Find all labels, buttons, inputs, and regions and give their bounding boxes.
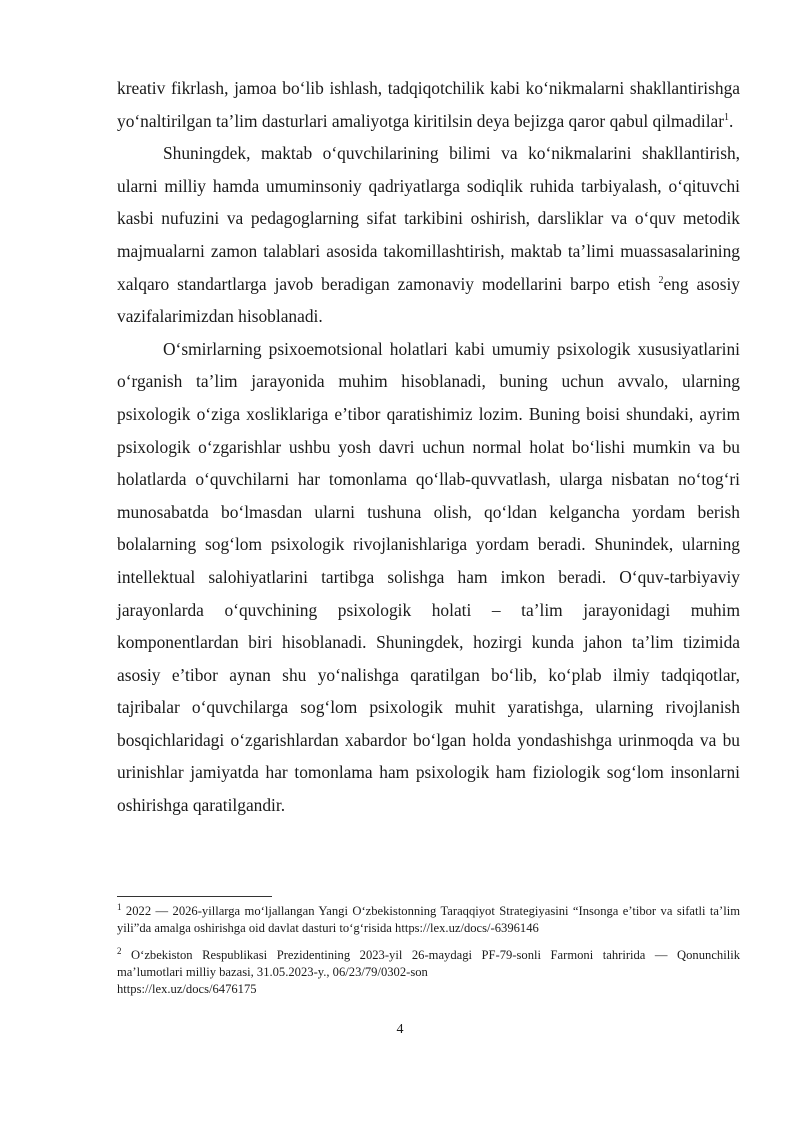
- footnotes: [117, 903, 740, 1008]
- footnote-ref-1[interactable]: 1: [724, 111, 730, 123]
- footnote-text: 2022 — 2026-yillarga mo‘ljallangan Yangi O‘zbekistonning Taraqqiyot Strategiyasini “Insonga e’tibor va sifatli ta’lim yili”da amalga oshirishga oid davlat dasturi to‘g‘risida https://lex.uz/docs/-6396146: [117, 904, 740, 935]
- paragraph-end: eng asosiy vazifalarimizdan hisoblanadi.: [117, 273, 741, 327]
- footnote-marker: 2: [117, 945, 122, 956]
- body-text: [117, 72, 740, 822]
- paragraph-text: Shuningdek, maktab o‘quvchilarining bilimi va ko‘nikmalarini shakllantirish, ularni milliy hamda umuminsoniy qadriyatlarga sodiqlik ruhida tarbiyalash, o‘qituvchi kasbi nufuzini va pedagoglarning sifat tarkibini oshirish, darsliklar va o‘quv metodik majmualarni zamon talablari asosida takomillashtirish, maktab ta’limi muassasalarining xalqaro standartlarga javob beradigan zamonaviy modellarini barpo etish: [117, 143, 740, 294]
- paragraph-adolescent-psychology: [117, 333, 740, 822]
- paragraph-continuation: [117, 72, 740, 137]
- footnote-link[interactable]: https://lex.uz/docs/6476175: [117, 982, 257, 996]
- footnote-2: [117, 947, 740, 998]
- footnote-1: [117, 903, 740, 937]
- paragraph-school-education: [117, 137, 740, 333]
- footnote-ref-2[interactable]: 2: [658, 274, 664, 286]
- paragraph-text: O‘smirlarning psixoemotsional holatlari kabi umumiy psixologik xususiyatlarini o‘rganish ta’lim jarayonida muhim hisoblanadi, buning uchun avvalo, ularning psixologik o‘ziga xosliklariga e’tibor qaratishimiz lozim. Buning boisi shundaki, ayrim psixologik o‘zgarishlar ushbu yosh davri uchun normal holat bo‘lishi mumkin va bu holatlarda o‘quvchilarni har tomonlama qo‘llab-quvvatlash, ularga nisbatan no‘tog‘ri munosabatda bo‘lmasdan ularni tushuna olish, qo‘ldan kelgancha yordam berish bolalarning sog‘lom psixologik rivojlanishlariga yordam beradi. Shunindek, ularning intellektual salohiyatlarini tartibga solishga ham imkon beradi. O‘quv-tarbiyaviy jarayonlarda o‘quvchining psixologik holati – ta’lim jarayonidagi muhim komponentlardan biri hisoblanadi. Shuningdek, hozirgi kunda jahon ta’lim tizimida asosiy e’tibor aynan shu yo‘nalishga qaratilgan bo‘lib, ko‘plab ilmiy tadqiqotlar, tajribalar o‘quvchilarga sog‘lom psixologik muhit yaratishga, ularning rivojlanish bosqichlaridagi o‘zgarishlardan xabardor bo‘lgan holda yondashishga urinmoqda va bu urinishlar jamiyatda har tomonlama ham psixologik ham fiziologik sog‘lom insonlarni oshirishga qaratilgandir.: [117, 338, 740, 816]
- page-number: 4: [396, 1022, 404, 1037]
- paragraph-end: .: [729, 110, 734, 131]
- footnote-text: O‘zbekiston Respublikasi Prezidentining 2023-yil 26-maydagi PF-79-sonli Farmoni tahririda — Qonunchilik ma’lumotlari milliy bazasi, 31.05.2023-y., 06/23/79/0302-son: [117, 948, 740, 979]
- footnote-separator: [117, 896, 272, 897]
- footnote-marker: 1: [117, 901, 122, 912]
- paragraph-text: kreativ fikrlash, jamoa bo‘lib ishlash, tadqiqotchilik kabi ko‘nikmalarni shakllantirishga yo‘naltirilgan ta’lim dasturlari amaliyotga kiritilsin deya bejizga qaror qabul qilmadilar: [117, 78, 740, 131]
